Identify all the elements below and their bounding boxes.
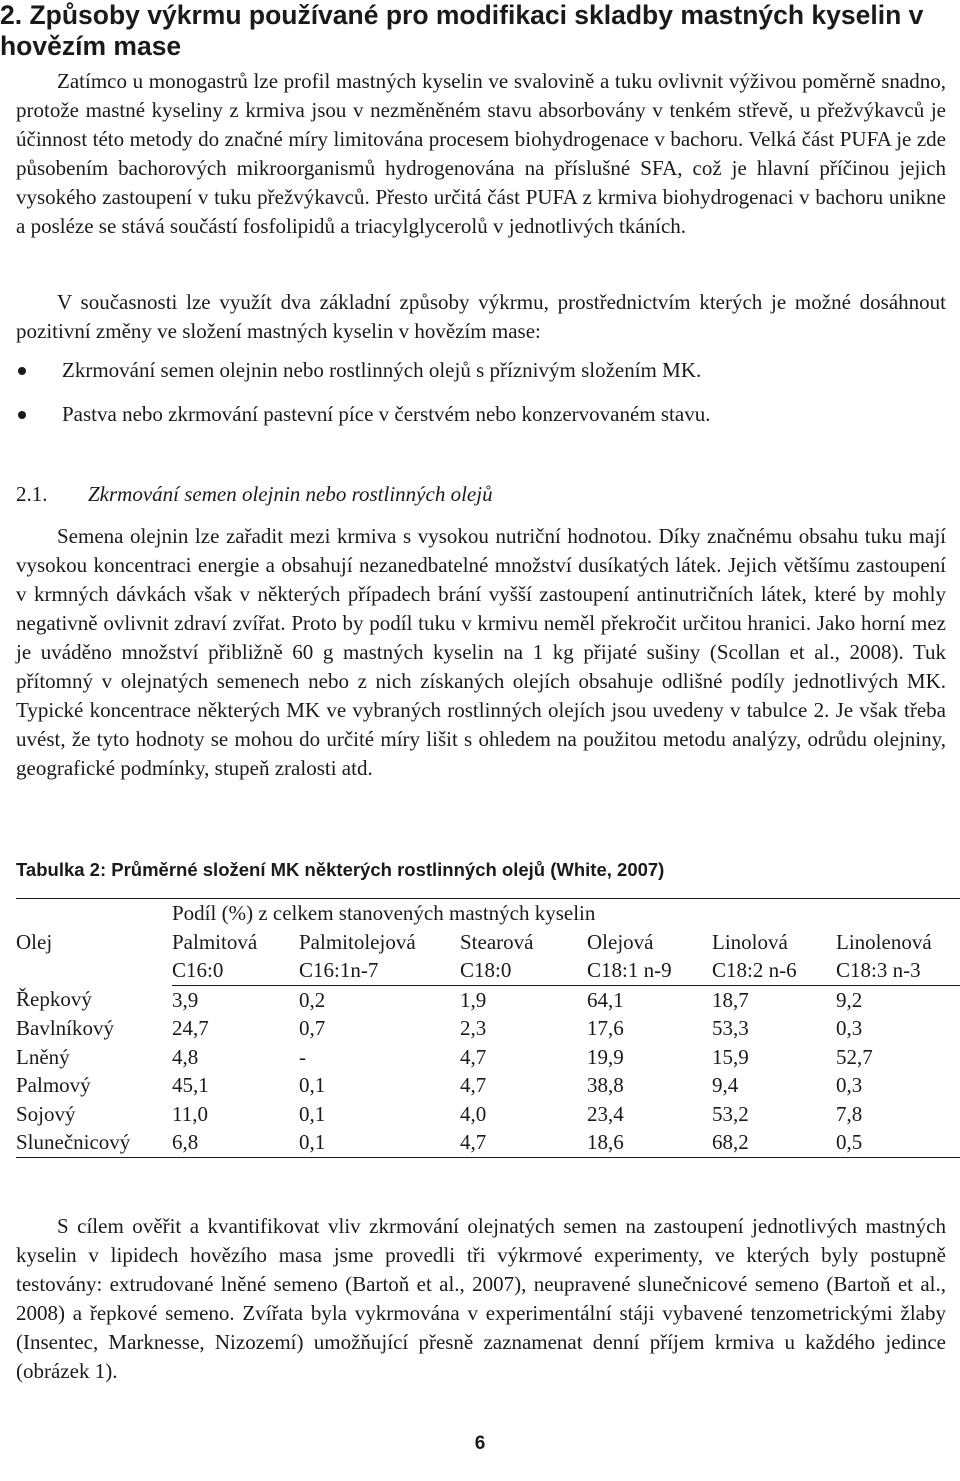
table-cell: 0,1 [299, 1128, 460, 1157]
table-cell: 45,1 [172, 1073, 209, 1097]
table-cell: 53,2 [712, 1101, 749, 1126]
fatty-acid-table [16, 898, 960, 1158]
column-code: C18:0 [460, 956, 587, 985]
table-cell: 7,8 [836, 1101, 863, 1126]
column-header: Olejová [587, 929, 654, 954]
column-header: Linolová [712, 929, 788, 954]
subsection-heading [16, 480, 493, 509]
table-cell: 0,7 [299, 1016, 326, 1040]
header-group: Podíl (%) z celkem stanovených mastných kyselin [172, 899, 960, 928]
column-header: Stearová [460, 929, 534, 954]
table-cell: 0,3 [836, 1073, 863, 1097]
page-number: 6 [474, 1433, 486, 1454]
seeds-paragraph: Semena olejnin lze zařadit mezi krmiva s vysokou nutriční hodnotou. Díky značnému obsahu tuku mají vysokou koncentraci energie a obsahují nezanedbatelné množství dusíkatých látek. Jejich většímu zastoupení v krmných dávkách však v některých případech brání vyšší zastoupení antinutričních látek, které by mohly negativně ovlivnit zdraví zvířat. Proto by podíl tuku v krmivu neměl překročit určitou hranici. Jako horní mez je uváděno množství přibližně 60 g mastných kyselin na 1 kg přijaté sušiny (Scollan et al., 2008). Tuk přítomný v olejnatých semenech nebo z nich získaných olejích obsahuje odlišné podíly jednotlivých MK. Typické koncentrace některých MK ve vybraných rostlinných olejích jsou uvedeny v tabulce 2. Je však třeba uvést, že tyto hodnoty se mohou do určité míry lišit s ohledem na použitou metodu analýzy, odrůdu olejniny, geografické podmínky, stupeň zralosti atd. [16, 524, 946, 780]
table-cell: 4,7 [460, 1128, 587, 1157]
table-cell: 0,1 [299, 1073, 326, 1097]
row-oil-name: Lněný [16, 1044, 70, 1069]
table-cell: 11,0 [172, 1101, 208, 1126]
final-paragraph: S cílem ověřit a kvantifikovat vliv zkrmování olejnatých semen na zastoupení jednotlivých mastných kyselin v lipidech hovězího masa jsme provedli tři výkrmové experimenty, ve kterých byly postupně testovány: extrudované lněné semeno (Bartoň et al., 2007), neupravené slunečnicové semeno (Bartoň et al., 2008) a řepkové semeno. Zvířata byla vykrmována v experimentální stáji vybavené tenzometrickými žlaby (Insentec, Marknesse, Nizozemí) umožňující přesně zaznamenat denní příjem krmiva u každého jedince (obrázek 1). [16, 1214, 946, 1383]
intro-paragraph: Zatímco u monogastrů lze profil mastných kyselin ve svalovině a tuku ovlivnit výživou poměrně snadno, protože mastné kyseliny z krmiva jsou v nezměněném stavu absorbovány v tenkém střevě, u přežvýkavců je účinnost této metody do značné míry limitována procesem biohydrogenace v bachoru. Velká část PUFA je zde působením bachorových mikroorganismů hydrogenována na příslušné SFA, což je hlavní příčinou jejich vysokého zastoupení v tuku přežvýkavců. Přesto určitá část PUFA z krmiva biohydrogenaci v bachoru unikne a posléze se stává součástí fosfolipidů a triacylglycerolů v jednotlivých tkáních. [16, 69, 946, 238]
table-cell: 9,2 [836, 987, 863, 1012]
table-cell: 0,1 [299, 1101, 326, 1126]
table-cell: 9,4 [712, 1073, 739, 1097]
table-cell: 0,3 [836, 1016, 863, 1040]
column-code: C16:0 [172, 956, 299, 985]
table-cell: 23,4 [587, 1101, 624, 1126]
bullet-text: Zkrmování semen olejnin nebo rostlinných olejů s příznivým složením MK. [62, 358, 702, 382]
table-caption: Tabulka 2: Průměrné složení MK některých rostlinných olejů (White, 2007) [16, 859, 665, 880]
table-cell: 18,7 [712, 987, 749, 1012]
table-cell: 19,9 [587, 1044, 624, 1069]
column-header: Linolenová [836, 929, 932, 954]
table-cell: 53,3 [712, 1016, 749, 1040]
header-oil: Olej [16, 899, 172, 986]
methods-paragraph: V současnosti lze využít dva základní způsoby výkrmu, prostřednictvím kterých je možné dosáhnout pozitivní změny ve složení mastných kyselin v hovězím mase: [16, 290, 946, 343]
table-row [16, 1043, 960, 1072]
table-cell: 6,8 [172, 1128, 299, 1157]
table-cell: 2,3 [460, 1016, 487, 1040]
table-row [16, 1071, 960, 1100]
table-cell: 3,9 [172, 987, 199, 1012]
bullet-icon [18, 367, 26, 375]
table-cell: 1,9 [460, 987, 487, 1012]
table-cell: 64,1 [587, 987, 624, 1012]
section-heading: 2. Způsoby výkrmu používané pro modifikaci skladby mastných kyselin v hovězím mase [0, 0, 924, 61]
row-oil-name: Bavlníkový [16, 1016, 114, 1040]
table-row [16, 1014, 960, 1043]
table-cell: 15,9 [712, 1044, 749, 1069]
table-row [16, 985, 960, 1014]
column-code: C16:1n-7 [299, 956, 460, 985]
table-cell: - [299, 1044, 306, 1069]
table-cell: 18,6 [587, 1128, 712, 1157]
bullet-icon [18, 411, 26, 419]
table-cell: 0,2 [299, 987, 326, 1012]
bullet-list [16, 356, 936, 444]
table-cell: 4,7 [460, 1044, 487, 1069]
table-cell: 0,5 [836, 1128, 960, 1157]
table-cell: 4,8 [172, 1044, 199, 1069]
table-cell: 24,7 [172, 1016, 209, 1040]
column-code: C18:1 n-9 [587, 956, 712, 985]
table-header-row [16, 899, 960, 928]
table-cell: 38,8 [587, 1073, 624, 1097]
subsection-number: 2.1. [16, 482, 48, 506]
column-header: Palmitová [172, 929, 258, 954]
column-code: C18:2 n-6 [712, 956, 836, 985]
table-cell: 4,7 [460, 1073, 487, 1097]
table-row [16, 1100, 960, 1129]
table-row [16, 1128, 960, 1157]
column-code: C18:3 n-3 [836, 956, 960, 985]
table-cell: 17,6 [587, 1016, 624, 1040]
table-cell: 4,0 [460, 1101, 487, 1126]
row-oil-name: Sojový [16, 1101, 76, 1126]
row-oil-name: Řepkový [16, 987, 92, 1011]
table-cell: 68,2 [712, 1128, 836, 1157]
subsection-title: Zkrmování semen olejnin nebo rostlinných olejů [88, 482, 493, 506]
bullet-item [16, 400, 936, 444]
bullet-text: Pastva nebo zkrmování pastevní píce v čerstvém nebo konzervovaném stavu. [62, 402, 711, 426]
table-cell: 52,7 [836, 1044, 873, 1069]
row-oil-name: Palmový [16, 1073, 91, 1097]
bullet-item [16, 356, 936, 400]
row-oil-name: Slunečnicový [16, 1128, 172, 1157]
column-header: Palmitolejová [299, 929, 416, 954]
